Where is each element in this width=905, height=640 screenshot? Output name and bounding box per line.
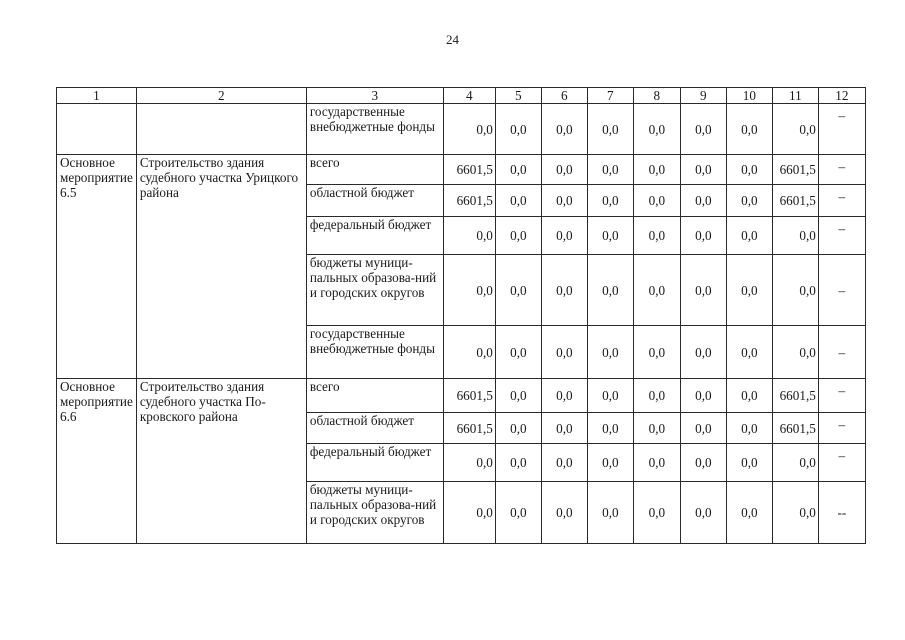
value-cell: 0,0: [443, 482, 495, 544]
value-cell: 0,0: [541, 155, 587, 185]
column-12-cell: –: [818, 155, 865, 185]
column-12-cell: --: [818, 482, 865, 544]
value-cell: 0,0: [633, 413, 680, 444]
value-cell: 0,0: [443, 255, 495, 326]
value-cell: 0,0: [772, 444, 818, 482]
value-cell: 0,0: [726, 379, 772, 413]
value-cell: 0,0: [680, 185, 726, 217]
value-cell: 0,0: [541, 413, 587, 444]
table-row: [57, 379, 866, 413]
value-cell: 0,0: [587, 379, 633, 413]
column-header: 5: [495, 88, 541, 104]
column-header: 8: [633, 88, 680, 104]
value-cell: 0,0: [772, 104, 818, 155]
value-cell: 0,0: [587, 413, 633, 444]
funding-source-cell: государственные внебюджетные фонды: [306, 104, 443, 155]
value-cell: 0,0: [587, 444, 633, 482]
column-header: 2: [136, 88, 306, 104]
value-cell: 0,0: [726, 482, 772, 544]
column-12-cell: –: [818, 185, 865, 217]
value-cell: 0,0: [587, 104, 633, 155]
value-cell: 0,0: [541, 217, 587, 255]
value-cell: 0,0: [443, 326, 495, 379]
value-cell: 0,0: [772, 217, 818, 255]
column-header-row: [57, 88, 866, 104]
table-row: [57, 155, 866, 185]
value-cell: 0,0: [680, 326, 726, 379]
measure-code-cell: Основное мероприятие 6.6: [57, 379, 137, 544]
column-12-cell: –: [818, 326, 865, 379]
table-row: [57, 104, 866, 155]
value-cell: 0,0: [541, 255, 587, 326]
value-cell: 0,0: [633, 104, 680, 155]
value-cell: 0,0: [680, 444, 726, 482]
value-cell: 0,0: [495, 217, 541, 255]
value-cell: 0,0: [495, 444, 541, 482]
value-cell: 0,0: [680, 155, 726, 185]
value-cell: 0,0: [541, 379, 587, 413]
value-cell: 0,0: [495, 326, 541, 379]
value-cell: 0,0: [680, 413, 726, 444]
funding-source-cell: всего: [306, 155, 443, 185]
value-cell: 0,0: [726, 413, 772, 444]
value-cell: 0,0: [495, 413, 541, 444]
value-cell: 0,0: [726, 155, 772, 185]
value-cell: 0,0: [633, 155, 680, 185]
page-number: 24: [446, 32, 459, 47]
value-cell: 6601,5: [443, 185, 495, 217]
value-cell: 0,0: [587, 155, 633, 185]
column-header: 7: [587, 88, 633, 104]
value-cell: 0,0: [587, 185, 633, 217]
column-header: 11: [772, 88, 818, 104]
value-cell: 0,0: [726, 217, 772, 255]
value-cell: 6601,5: [772, 379, 818, 413]
value-cell: 0,0: [541, 482, 587, 544]
column-12-cell: –: [818, 217, 865, 255]
value-cell: 0,0: [541, 185, 587, 217]
value-cell: 0,0: [587, 217, 633, 255]
column-header: 9: [680, 88, 726, 104]
measure-name-cell: Строительство здания судебного участка Урицкого района: [136, 155, 306, 379]
budget-table: [56, 87, 866, 544]
value-cell: 0,0: [587, 482, 633, 544]
value-cell: 6601,5: [772, 413, 818, 444]
funding-source-cell: федеральный бюджет: [306, 217, 443, 255]
funding-source-cell: бюджеты муници-пальных образова-ний и городских округов: [306, 482, 443, 544]
value-cell: 6601,5: [772, 185, 818, 217]
column-header: 4: [443, 88, 495, 104]
empty-cell: [57, 104, 137, 155]
value-cell: 0,0: [443, 104, 495, 155]
value-cell: 0,0: [541, 326, 587, 379]
value-cell: 0,0: [633, 255, 680, 326]
value-cell: 0,0: [633, 379, 680, 413]
value-cell: 6601,5: [772, 155, 818, 185]
value-cell: 0,0: [726, 255, 772, 326]
column-header: 3: [306, 88, 443, 104]
value-cell: 6601,5: [443, 379, 495, 413]
funding-source-cell: бюджеты муници-пальных образова-ний и городских округов: [306, 255, 443, 326]
value-cell: 0,0: [772, 326, 818, 379]
value-cell: 0,0: [443, 444, 495, 482]
value-cell: 0,0: [633, 444, 680, 482]
measure-code-cell: Основное мероприятие 6.5: [57, 155, 137, 379]
value-cell: 0,0: [680, 379, 726, 413]
value-cell: 0,0: [633, 185, 680, 217]
column-12-cell: –: [818, 255, 865, 326]
column-header: 6: [541, 88, 587, 104]
funding-source-cell: областной бюджет: [306, 413, 443, 444]
value-cell: 0,0: [726, 185, 772, 217]
value-cell: 0,0: [495, 185, 541, 217]
value-cell: 6601,5: [443, 155, 495, 185]
value-cell: 0,0: [680, 104, 726, 155]
value-cell: 0,0: [633, 217, 680, 255]
empty-cell: [136, 104, 306, 155]
budget-table-body: [57, 88, 866, 544]
funding-source-cell: всего: [306, 379, 443, 413]
column-12-cell: –: [818, 379, 865, 413]
value-cell: 0,0: [633, 326, 680, 379]
funding-source-cell: государственные внебюджетные фонды: [306, 326, 443, 379]
value-cell: 0,0: [680, 217, 726, 255]
column-header: 12: [818, 88, 865, 104]
value-cell: 0,0: [443, 217, 495, 255]
value-cell: 0,0: [633, 482, 680, 544]
column-header: 1: [57, 88, 137, 104]
column-header: 10: [726, 88, 772, 104]
value-cell: 0,0: [587, 255, 633, 326]
column-12-cell: –: [818, 444, 865, 482]
value-cell: 0,0: [495, 379, 541, 413]
value-cell: 0,0: [726, 444, 772, 482]
value-cell: 0,0: [495, 482, 541, 544]
column-12-cell: –: [818, 104, 865, 155]
column-12-cell: –: [818, 413, 865, 444]
value-cell: 0,0: [772, 255, 818, 326]
value-cell: 0,0: [772, 482, 818, 544]
value-cell: 0,0: [587, 326, 633, 379]
value-cell: 0,0: [680, 255, 726, 326]
value-cell: 0,0: [726, 326, 772, 379]
value-cell: 0,0: [680, 482, 726, 544]
value-cell: 0,0: [726, 104, 772, 155]
value-cell: 6601,5: [443, 413, 495, 444]
value-cell: 0,0: [541, 444, 587, 482]
funding-source-cell: федеральный бюджет: [306, 444, 443, 482]
value-cell: 0,0: [495, 155, 541, 185]
funding-source-cell: областной бюджет: [306, 185, 443, 217]
value-cell: 0,0: [541, 104, 587, 155]
value-cell: 0,0: [495, 255, 541, 326]
measure-name-cell: Строительство здания судебного участка По-кровского района: [136, 379, 306, 544]
value-cell: 0,0: [495, 104, 541, 155]
